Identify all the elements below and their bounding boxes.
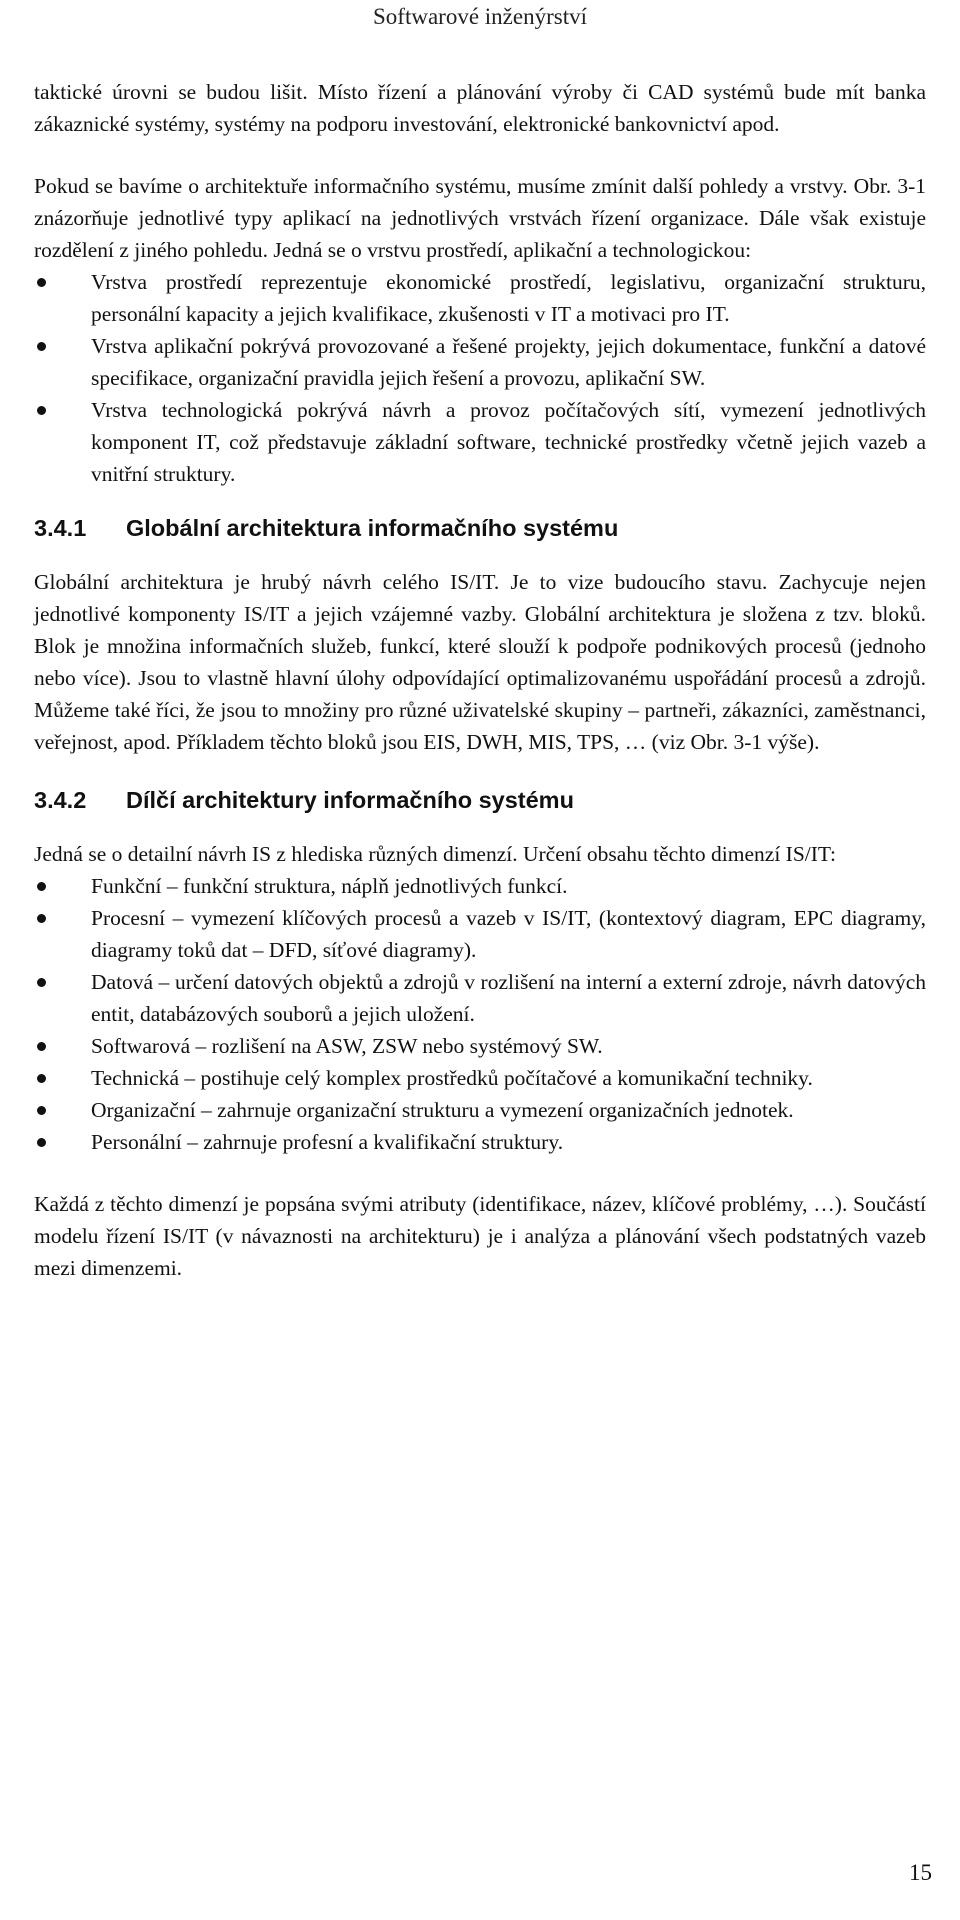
bullet-item-functional: Funkční – funkční struktura, náplň jednotlivých funkcí. <box>34 870 926 902</box>
section-heading-3-4-2 <box>34 784 926 816</box>
global-architecture-paragraph: Globální architektura je hrubý návrh celého IS/IT. Je to vize budoucího stavu. Zachycuje nejen jednotlivé komponenty IS/IT a jejich vzájemné vazby. Globální architektura je složena z tzv. bloků. Blok je množina informačních služeb, funkcí, které slouží k podpoře podnikových procesů (jednoho nebo více). Jsou to vlastně hlavní úlohy odpovídající optimalizovanému uspořádání procesů a zdrojů. Můžeme také říci, že jsou to množiny pro různé uživatelské skupiny – partneři, zákazníci, zaměstnanci, veřejnost, apod. Příkladem těchto bloků jsou EIS, DWH, MIS, TPS, … (viz Obr. 3-1 výše). <box>34 570 926 754</box>
section-number: 3.4.1 <box>34 515 87 541</box>
paragraph-spacer <box>34 140 926 170</box>
architecture-paragraph: Pokud se bavíme o architektuře informačního systému, musíme zmínit další pohledy a vrstvy. Obr. 3-1 znázorňuje jednotlivé typy aplikací na jednotlivých vrstvách řízení organizace. Dále však existuje rozdělení z jiného pohledu. Jedná se o vrstvu prostředí, aplikační a technologickou: <box>34 174 926 262</box>
layer-bullet-list <box>34 266 926 490</box>
running-header: Softwarové inženýrství <box>373 4 587 29</box>
bullet-item-technology-layer: Vrstva technologická pokrývá návrh a provoz počítačových sítí, vymezení jednotlivých komponent IT, což představuje základní software, technické prostředky včetně jejich vazeb a vnitřní struktury. <box>34 394 926 490</box>
bullet-item-data: Datová – určení datových objektů a zdrojů v rozlišení na interní a externí zdroje, návrh datových entit, databázových souborů a jejich uložení. <box>34 966 926 1030</box>
bullet-item-technical: Technická – postihuje celý komplex prostředků počítačové a komunikační techniky. <box>34 1062 926 1094</box>
bullet-item-process: Procesní – vymezení klíčových procesů a vazeb v IS/IT, (kontextový diagram, EPC diagramy, diagramy toků dat – DFD, síťové diagramy). <box>34 902 926 966</box>
bullet-item-software: Softwarová – rozlišení na ASW, ZSW nebo systémový SW. <box>34 1030 926 1062</box>
page-number: 15 <box>909 1860 932 1885</box>
section-title: Globální architektura informačního systému <box>126 515 619 541</box>
bullet-item-application-layer: Vrstva aplikační pokrývá provozované a řešené projekty, jejich dokumentace, funkční a datové specifikace, organizační pravidla jejich řešení a provozu, aplikační SW. <box>34 330 926 394</box>
dimension-bullet-list <box>34 870 926 1158</box>
section-spacer <box>34 758 926 784</box>
intro-paragraph: taktické úrovni se budou lišit. Místo řízení a plánování výroby či CAD systémů bude mít banka zákaznické systémy, systémy na podporu investování, elektronické bankovnictví apod. <box>34 80 926 136</box>
paragraph-spacer <box>34 1158 926 1188</box>
heading-spacer <box>34 544 926 566</box>
section-title: Dílčí architektury informačního systému <box>126 787 574 813</box>
bullet-item-personnel: Personální – zahrnuje profesní a kvalifikační struktury. <box>34 1126 926 1158</box>
section-heading-3-4-1 <box>34 512 926 544</box>
section-number: 3.4.2 <box>34 787 87 813</box>
bullet-item-environment-layer: Vrstva prostředí reprezentuje ekonomické prostředí, legislativu, organizační strukturu, personální kapacity a jejich kvalifikace, zkušenosti v IT a motivaci pro IT. <box>34 266 926 330</box>
bullet-item-organizational: Organizační – zahrnuje organizační strukturu a vymezení organizačních jednotek. <box>34 1094 926 1126</box>
heading-spacer <box>34 816 926 838</box>
partial-architecture-paragraph: Jedná se o detailní návrh IS z hlediska různých dimenzí. Určení obsahu těchto dimenzí IS/IT: <box>34 842 836 866</box>
section-spacer <box>34 490 926 512</box>
closing-paragraph: Každá z těchto dimenzí je popsána svými atributy (identifikace, název, klíčové problémy, …). Součástí modelu řízení IS/IT (v návaznosti na architekturu) je i analýza a plánování všech podstatných vazeb mezi dimenzemi. <box>34 1192 926 1280</box>
